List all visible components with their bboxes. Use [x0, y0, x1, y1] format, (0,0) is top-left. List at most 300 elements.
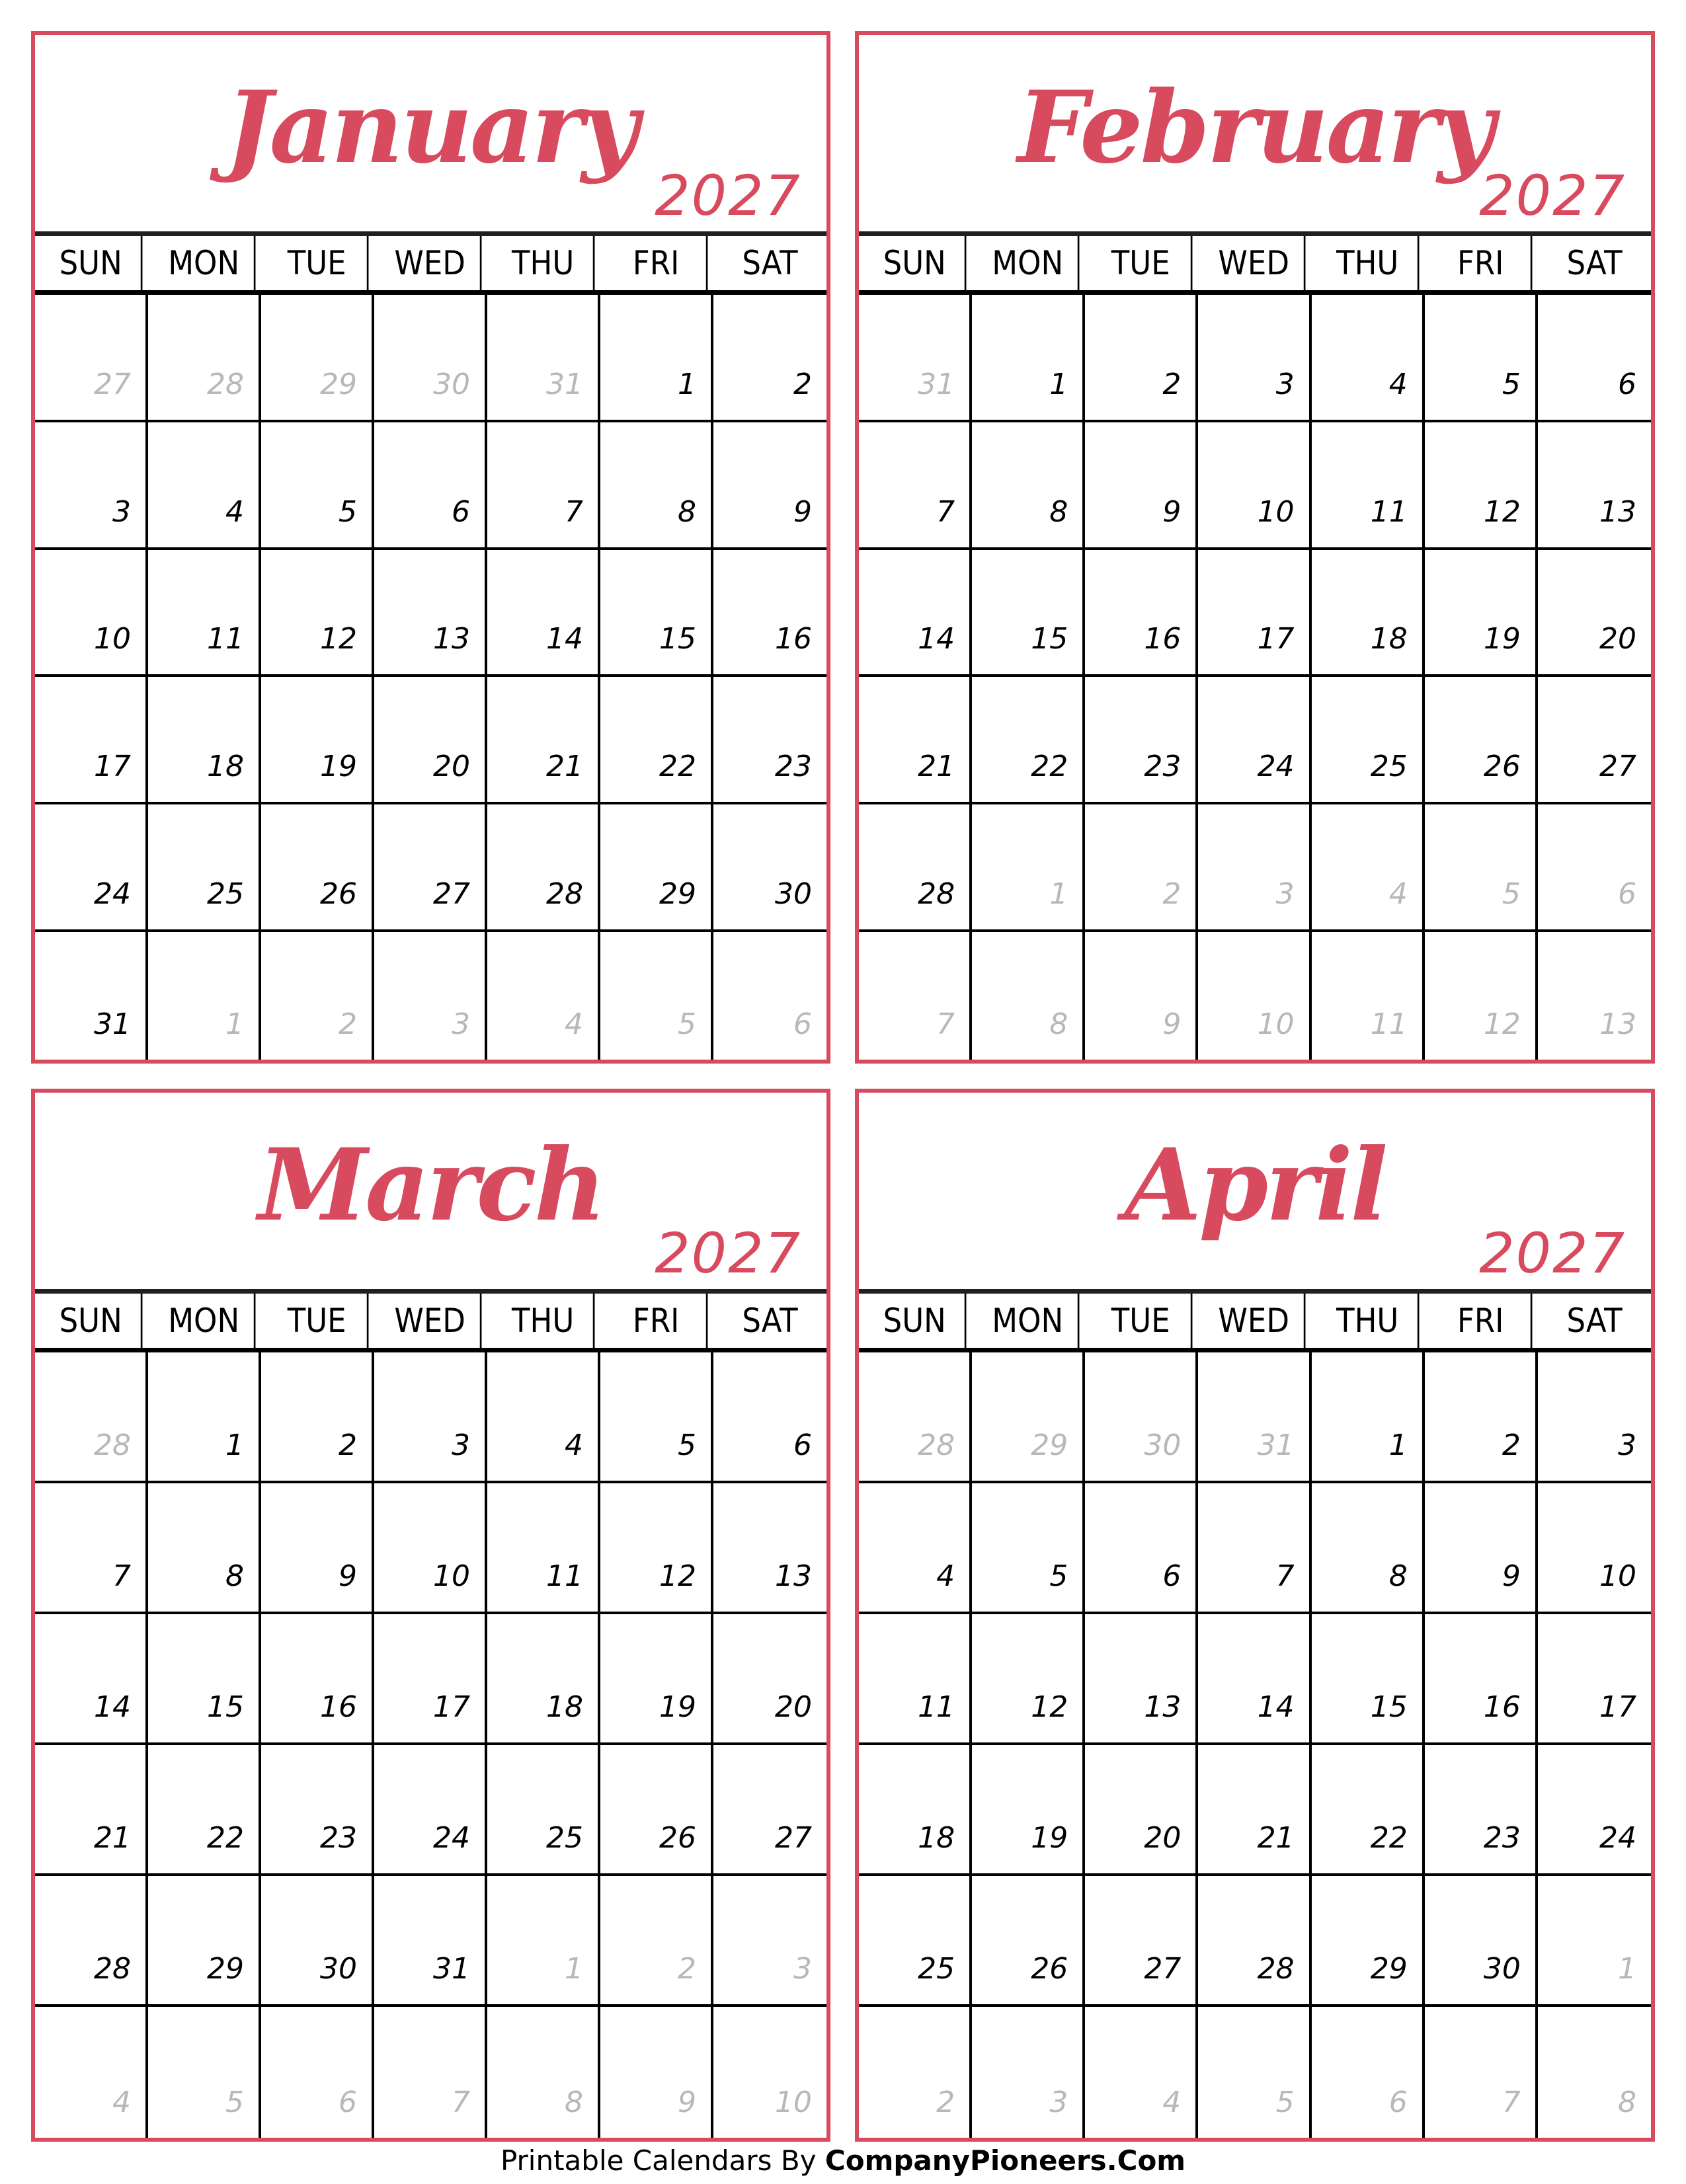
day-number: 23	[320, 1821, 357, 1855]
day-number: 20	[1144, 1821, 1182, 1855]
day-cell	[261, 295, 374, 422]
day-number: 12	[1483, 494, 1521, 529]
day-number: 22	[1031, 750, 1068, 784]
day-number: 27	[1144, 1952, 1182, 1986]
day-cell	[1085, 804, 1198, 932]
day-cell	[1198, 550, 1311, 678]
adjacent-month-day-number: 8	[1617, 2086, 1636, 2119]
adjacent-month-day-number: 28	[94, 1428, 131, 1462]
day-cell	[487, 804, 600, 932]
day-cell	[374, 550, 487, 678]
day-cell	[35, 2007, 148, 2138]
day-cell	[374, 1745, 487, 1876]
day-grid	[859, 295, 1651, 1060]
day-number: 26	[659, 1821, 696, 1855]
weekday-header-row	[859, 231, 1651, 295]
day-cell	[859, 804, 972, 932]
day-cell	[35, 677, 148, 804]
day-cell	[35, 1876, 148, 2007]
day-number: 5	[339, 494, 357, 529]
day-cell	[148, 2007, 261, 2138]
day-cell	[1085, 1352, 1198, 1483]
day-cell	[1198, 804, 1311, 932]
day-grid	[35, 295, 826, 1060]
day-cell	[600, 1483, 713, 1614]
adjacent-month-day-number: 5	[678, 1007, 696, 1041]
day-cell	[1198, 1352, 1311, 1483]
day-number: 4	[936, 1559, 955, 1593]
adjacent-month-day-number: 27	[94, 367, 131, 401]
day-number: 9	[793, 494, 812, 529]
day-cell	[1198, 1483, 1311, 1614]
day-number: 7	[936, 494, 955, 529]
day-cell	[972, 295, 1085, 422]
day-cell	[261, 677, 374, 804]
footer-credit	[0, 2144, 1686, 2184]
adjacent-month-day-number: 1	[1049, 877, 1068, 912]
day-cell	[1425, 422, 1538, 550]
day-cell	[859, 550, 972, 678]
adjacent-month-day-number: 3	[1049, 2086, 1068, 2119]
footer-brand: CompanyPioneers.Com	[824, 2144, 1186, 2177]
day-cell	[972, 1745, 1085, 1876]
day-cell	[261, 1614, 374, 1745]
day-cell	[374, 1614, 487, 1745]
adjacent-month-day-number: 2	[1162, 877, 1182, 912]
day-cell	[859, 295, 972, 422]
day-cell	[713, 677, 826, 804]
day-number: 18	[546, 1690, 583, 1724]
day-cell	[35, 295, 148, 422]
day-cell	[35, 550, 148, 678]
day-cell	[859, 677, 972, 804]
adjacent-month-day-number: 1	[225, 1007, 244, 1041]
day-number: 24	[94, 877, 131, 912]
adjacent-month-day-number: 6	[1388, 2086, 1408, 2119]
day-cell	[713, 804, 826, 932]
calendar-april	[855, 1089, 1655, 2142]
adjacent-month-day-number: 5	[1502, 877, 1521, 912]
day-number: 20	[433, 750, 470, 784]
day-number: 14	[546, 622, 583, 656]
weekday-label: FRI	[606, 1294, 708, 1348]
day-number: 4	[225, 494, 244, 529]
day-cell	[261, 1483, 374, 1614]
day-cell	[261, 804, 374, 932]
day-number: 13	[1144, 1690, 1182, 1724]
day-cell	[1425, 677, 1538, 804]
day-cell	[374, 295, 487, 422]
day-number: 16	[1483, 1690, 1521, 1724]
day-number: 13	[1599, 494, 1636, 529]
day-number: 4	[1388, 367, 1408, 401]
day-cell	[600, 2007, 713, 2138]
day-number: 19	[659, 1690, 696, 1724]
day-cell	[1538, 677, 1651, 804]
day-cell	[487, 295, 600, 422]
month-title: January	[225, 69, 637, 186]
day-cell	[972, 677, 1085, 804]
adjacent-month-day-number: 13	[1599, 1007, 1636, 1041]
day-cell	[859, 1352, 972, 1483]
day-cell	[713, 1745, 826, 1876]
month-title: April	[1124, 1127, 1386, 1243]
day-cell	[1085, 1745, 1198, 1876]
month-header	[35, 35, 826, 231]
day-number: 22	[1370, 1821, 1408, 1855]
day-number: 17	[1599, 1690, 1636, 1724]
weekday-label: TUE	[1091, 1294, 1193, 1348]
adjacent-month-day-number: 5	[225, 2086, 244, 2119]
day-number: 31	[433, 1952, 470, 1986]
adjacent-month-day-number: 30	[433, 367, 470, 401]
day-cell	[374, 804, 487, 932]
day-cell	[1538, 1483, 1651, 1614]
weekday-label: TUE	[1091, 236, 1193, 290]
day-number: 19	[320, 750, 357, 784]
day-number: 4	[565, 1428, 583, 1462]
day-number: 21	[1257, 1821, 1295, 1855]
day-cell	[1425, 2007, 1538, 2138]
adjacent-month-day-number: 6	[339, 2086, 357, 2119]
day-cell	[713, 932, 826, 1060]
day-number: 25	[918, 1952, 955, 1986]
day-cell	[374, 1352, 487, 1483]
day-cell	[1425, 1745, 1538, 1876]
day-cell	[972, 422, 1085, 550]
adjacent-month-day-number: 10	[1257, 1007, 1295, 1041]
day-number: 9	[339, 1559, 357, 1593]
weekday-label: SAT	[742, 244, 798, 282]
day-number: 13	[775, 1559, 812, 1593]
day-number: 1	[225, 1428, 244, 1462]
day-cell	[1425, 932, 1538, 1060]
day-number: 17	[1257, 622, 1295, 656]
adjacent-month-day-number: 7	[452, 2086, 470, 2119]
day-cell	[600, 677, 713, 804]
adjacent-month-day-number: 31	[546, 367, 583, 401]
day-cell	[261, 1745, 374, 1876]
day-cell	[487, 550, 600, 678]
weekday-label: SAT	[1566, 244, 1623, 282]
day-cell	[1085, 1483, 1198, 1614]
day-number: 24	[1257, 750, 1295, 784]
weekday-label: FRI	[1430, 1294, 1532, 1348]
calendar-february	[855, 31, 1655, 1064]
day-cell	[859, 1876, 972, 2007]
adjacent-month-day-number: 4	[112, 2086, 131, 2119]
day-cell	[600, 804, 713, 932]
adjacent-month-day-number: 8	[565, 2086, 583, 2119]
day-number: 30	[775, 877, 812, 912]
day-number: 27	[775, 1821, 812, 1855]
day-number: 28	[1257, 1952, 1295, 1986]
day-number: 3	[452, 1428, 470, 1462]
weekday-label: THU	[493, 236, 595, 290]
adjacent-month-day-number: 2	[339, 1007, 357, 1041]
day-cell	[148, 1614, 261, 1745]
day-number: 14	[94, 1690, 131, 1724]
day-cell	[713, 1876, 826, 2007]
weekday-label: FRI	[606, 236, 708, 290]
adjacent-month-day-number: 1	[1617, 1952, 1636, 1986]
day-cell	[1538, 932, 1651, 1060]
day-cell	[1312, 2007, 1425, 2138]
day-cell	[600, 1876, 713, 2007]
day-number: 15	[1031, 622, 1068, 656]
day-cell	[148, 1483, 261, 1614]
day-number: 10	[433, 1559, 470, 1593]
day-cell	[972, 1614, 1085, 1745]
day-cell	[600, 1745, 713, 1876]
day-number: 8	[1049, 494, 1068, 529]
day-cell	[1312, 677, 1425, 804]
adjacent-month-day-number: 29	[320, 367, 357, 401]
day-cell	[972, 1352, 1085, 1483]
day-number: 10	[1257, 494, 1295, 529]
weekday-label: THU	[493, 1294, 595, 1348]
day-cell	[713, 422, 826, 550]
day-cell	[1538, 1876, 1651, 2007]
day-cell	[859, 422, 972, 550]
day-cell	[1312, 1876, 1425, 2007]
day-number: 3	[1617, 1428, 1636, 1462]
day-number: 24	[1599, 1821, 1636, 1855]
adjacent-month-day-number: 2	[936, 2086, 955, 2119]
day-cell	[1538, 1745, 1651, 1876]
day-number: 16	[1144, 622, 1182, 656]
day-number: 26	[1483, 750, 1521, 784]
day-cell	[1538, 422, 1651, 550]
day-number: 14	[1257, 1690, 1295, 1724]
day-cell	[1312, 932, 1425, 1060]
day-cell	[374, 1876, 487, 2007]
day-cell	[148, 295, 261, 422]
weekday-label: SAT	[742, 1302, 798, 1340]
day-cell	[972, 1483, 1085, 1614]
adjacent-month-day-number: 11	[1370, 1007, 1408, 1041]
day-cell	[35, 1483, 148, 1614]
day-cell	[148, 1876, 261, 2007]
day-number: 2	[339, 1428, 357, 1462]
adjacent-month-day-number: 31	[1257, 1428, 1295, 1462]
day-cell	[600, 295, 713, 422]
day-cell	[1312, 1614, 1425, 1745]
day-cell	[1425, 295, 1538, 422]
day-number: 11	[546, 1559, 583, 1593]
day-number: 26	[1031, 1952, 1068, 1986]
day-cell	[713, 2007, 826, 2138]
day-cell	[600, 1352, 713, 1483]
day-cell	[713, 1483, 826, 1614]
day-cell	[487, 1483, 600, 1614]
day-number: 2	[1502, 1428, 1521, 1462]
day-cell	[972, 932, 1085, 1060]
day-cell	[1425, 1876, 1538, 2007]
day-number: 12	[1031, 1690, 1068, 1724]
day-cell	[1198, 932, 1311, 1060]
day-cell	[148, 1352, 261, 1483]
day-number: 15	[207, 1690, 244, 1724]
day-cell	[35, 804, 148, 932]
day-cell	[1312, 1745, 1425, 1876]
adjacent-month-day-number: 4	[565, 1007, 583, 1041]
day-cell	[713, 295, 826, 422]
weekday-header-row	[35, 231, 826, 295]
day-number: 2	[1162, 367, 1182, 401]
day-number: 6	[452, 494, 470, 529]
day-number: 2	[793, 367, 812, 401]
adjacent-month-day-number: 3	[1275, 877, 1295, 912]
day-number: 10	[94, 622, 131, 656]
day-number: 14	[918, 622, 955, 656]
day-number: 3	[112, 494, 131, 529]
day-cell	[148, 804, 261, 932]
day-cell	[713, 1352, 826, 1483]
day-cell	[1312, 295, 1425, 422]
day-number: 6	[1162, 1559, 1182, 1593]
day-number: 19	[1031, 1821, 1068, 1855]
day-cell	[1198, 1614, 1311, 1745]
weekday-label: SUN	[865, 236, 967, 290]
day-number: 27	[433, 877, 470, 912]
day-cell	[859, 1745, 972, 1876]
adjacent-month-day-number: 7	[1502, 2086, 1521, 2119]
day-cell	[1312, 804, 1425, 932]
day-number: 29	[659, 877, 696, 912]
day-number: 13	[433, 622, 470, 656]
day-number: 6	[1617, 367, 1636, 401]
day-cell	[1198, 1876, 1311, 2007]
day-grid	[35, 1352, 826, 2138]
adjacent-month-day-number: 28	[918, 1428, 955, 1462]
weekday-label: WED	[380, 1294, 482, 1348]
day-cell	[1312, 1352, 1425, 1483]
day-cell	[261, 1352, 374, 1483]
day-cell	[713, 550, 826, 678]
day-cell	[1538, 2007, 1651, 2138]
adjacent-month-day-number: 28	[207, 367, 244, 401]
day-number: 11	[207, 622, 244, 656]
adjacent-month-day-number: 4	[1162, 2086, 1182, 2119]
adjacent-month-day-number: 10	[775, 2086, 812, 2119]
day-number: 17	[94, 750, 131, 784]
day-cell	[1312, 550, 1425, 678]
day-cell	[859, 1614, 972, 1745]
day-number: 6	[793, 1428, 812, 1462]
day-cell	[1312, 422, 1425, 550]
day-cell	[148, 677, 261, 804]
day-cell	[1538, 295, 1651, 422]
day-number: 20	[1599, 622, 1636, 656]
weekday-label: TUE	[267, 236, 369, 290]
day-number: 28	[918, 877, 955, 912]
day-cell	[1085, 2007, 1198, 2138]
day-number: 22	[207, 1821, 244, 1855]
day-number: 5	[678, 1428, 696, 1462]
month-header	[859, 35, 1651, 231]
day-cell	[487, 677, 600, 804]
day-cell	[1425, 1483, 1538, 1614]
year-label: 2027	[1479, 1221, 1626, 1286]
day-number: 7	[565, 494, 583, 529]
adjacent-month-day-number: 12	[1483, 1007, 1521, 1041]
day-number: 3	[1275, 367, 1295, 401]
day-number: 24	[433, 1821, 470, 1855]
weekday-label: SUN	[41, 236, 143, 290]
day-grid	[859, 1352, 1651, 2138]
day-number: 30	[320, 1952, 357, 1986]
day-cell	[972, 804, 1085, 932]
day-cell	[713, 1614, 826, 1745]
day-number: 1	[678, 367, 696, 401]
weekday-label: SUN	[41, 1294, 143, 1348]
day-cell	[972, 550, 1085, 678]
day-cell	[1085, 677, 1198, 804]
year-label: 2027	[1479, 163, 1626, 228]
day-cell	[148, 550, 261, 678]
weekday-label: THU	[1317, 1294, 1419, 1348]
weekday-label: WED	[1204, 236, 1306, 290]
day-cell	[1425, 1614, 1538, 1745]
day-cell	[148, 932, 261, 1060]
day-number: 11	[918, 1690, 955, 1724]
adjacent-month-day-number: 9	[678, 2086, 696, 2119]
day-number: 10	[1599, 1559, 1636, 1593]
day-number: 28	[94, 1952, 131, 1986]
day-number: 8	[1388, 1559, 1408, 1593]
day-cell	[1198, 295, 1311, 422]
day-cell	[1198, 2007, 1311, 2138]
day-cell	[261, 932, 374, 1060]
day-cell	[600, 550, 713, 678]
day-number: 27	[1599, 750, 1636, 784]
day-number: 15	[659, 622, 696, 656]
day-number: 18	[1370, 622, 1408, 656]
day-cell	[487, 1745, 600, 1876]
day-cell	[487, 1614, 600, 1745]
day-cell	[1198, 1745, 1311, 1876]
adjacent-month-day-number: 4	[1388, 877, 1408, 912]
day-cell	[35, 1745, 148, 1876]
day-number: 29	[1370, 1952, 1408, 1986]
day-cell	[261, 422, 374, 550]
weekday-label: MON	[978, 236, 1080, 290]
day-cell	[35, 1352, 148, 1483]
day-number: 9	[1162, 494, 1182, 529]
day-number: 8	[678, 494, 696, 529]
day-number: 21	[918, 750, 955, 784]
day-number: 30	[1483, 1952, 1521, 1986]
day-number: 29	[207, 1952, 244, 1986]
day-number: 25	[1370, 750, 1408, 784]
day-cell	[972, 1876, 1085, 2007]
day-number: 21	[546, 750, 583, 784]
day-cell	[600, 422, 713, 550]
weekday-label: WED	[1204, 1294, 1306, 1348]
day-cell	[859, 932, 972, 1060]
day-cell	[1085, 422, 1198, 550]
day-cell	[35, 932, 148, 1060]
day-cell	[35, 1614, 148, 1745]
day-cell	[1425, 550, 1538, 678]
adjacent-month-day-number: 6	[793, 1007, 812, 1041]
day-cell	[1425, 1352, 1538, 1483]
day-number: 16	[320, 1690, 357, 1724]
day-number: 25	[546, 1821, 583, 1855]
adjacent-month-day-number: 1	[565, 1952, 583, 1986]
day-cell	[374, 1483, 487, 1614]
